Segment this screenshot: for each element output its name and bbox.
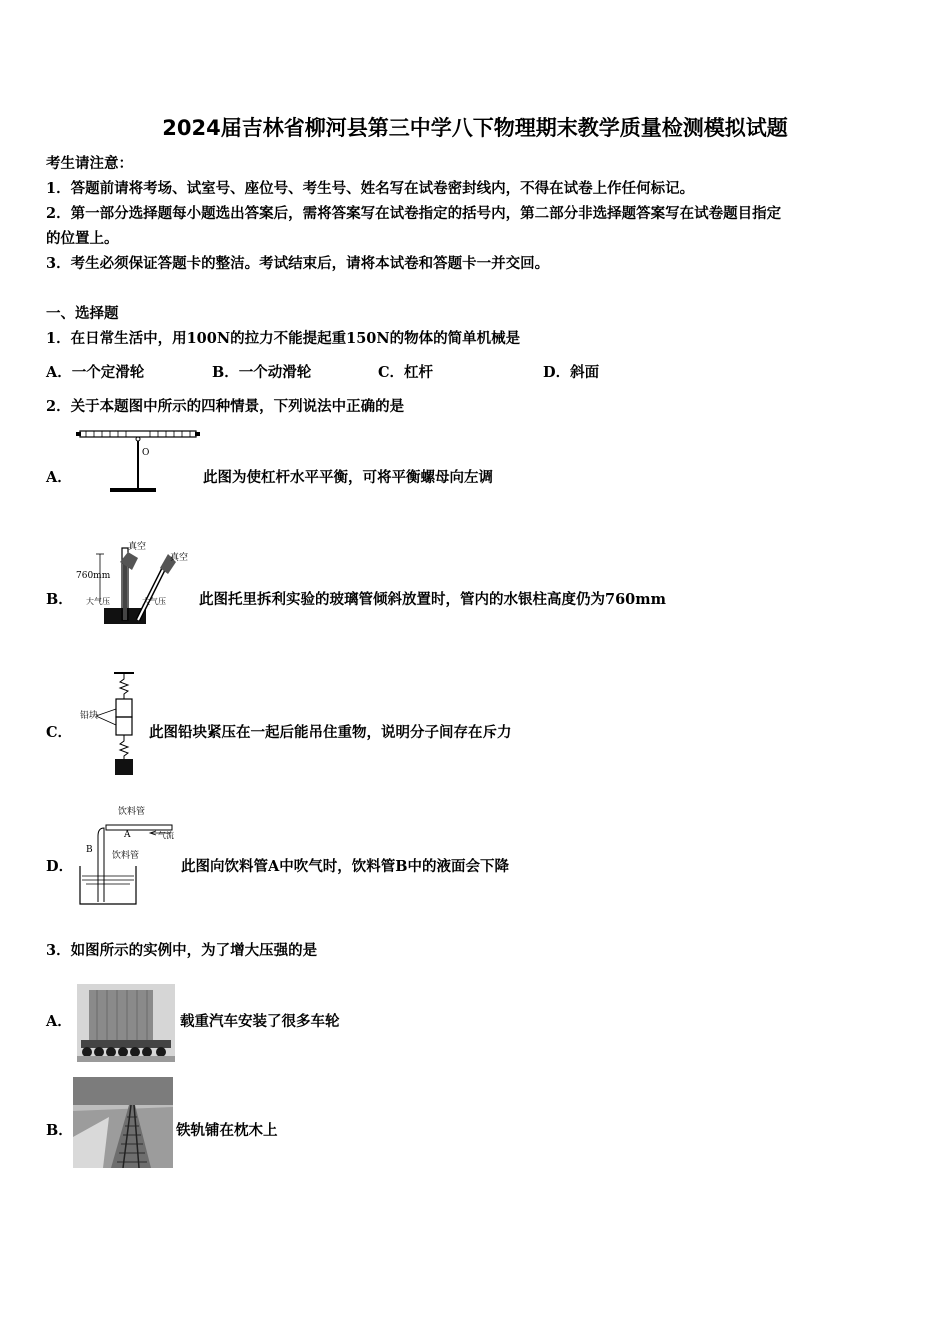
straw-bottom-label: 饮料管 (112, 851, 140, 861)
q3-option-a-text: 载重汽车安装了很多车轮 (180, 1013, 340, 1030)
q1-option-c: C．杠杆 (378, 364, 434, 381)
lead-block-figure (76, 669, 148, 779)
lever-figure (76, 425, 200, 495)
lead-block-label: 铅块 (80, 711, 99, 721)
q2-option-b-label: B． (46, 591, 73, 608)
q1-option-b: B．一个动滑轮 (212, 364, 312, 381)
q3-option-b-label: B． (46, 1122, 73, 1139)
q2-option-d-label: D． (46, 858, 74, 875)
notice-item-1: 1．答题前请将考场、试室号、座位号、考生号、姓名写在试卷密封线内，不得在试卷上作任何标记。 (46, 180, 695, 197)
railway-photo (73, 1077, 173, 1168)
air-pressure-label-2: 大气压 (142, 597, 166, 606)
section-heading: 一、选择题 (46, 305, 119, 322)
straw-top-label: 饮料管 (118, 807, 146, 817)
q2-option-b-text: 此图托里拆利实验的玻璃管倾斜放置时，管内的水银柱高度仍为760mm (199, 591, 666, 608)
notice-heading: 考生请注意： (46, 155, 133, 172)
q3-option-a-label: A． (46, 1013, 72, 1030)
q3-stem: 3．如图所示的实例中，为了增大压强的是 (46, 942, 318, 959)
torricelli-figure (76, 536, 196, 628)
notice-item-2-cont: 的位置上。 (46, 230, 119, 247)
lever-pivot-label: O (142, 448, 150, 458)
vacuum-label-2: 真空 (170, 553, 189, 563)
q2-option-c-label: C． (46, 724, 73, 741)
straw-figure (76, 800, 180, 910)
q1-option-a: A．一个定滑轮 (46, 364, 145, 381)
q1-stem: 1．在日常生活中，用100N的拉力不能提起重150N的物体的简单机械是 (46, 330, 521, 347)
notice-item-3: 3．考生必须保证答题卡的整洁。考试结束后，请将本试卷和答题卡一并交回。 (46, 255, 550, 272)
q2-option-a-text: 此图为使杠杆水平平衡，可将平衡螺母向左调 (203, 469, 493, 486)
air-pressure-label-1: 大气压 (86, 597, 110, 606)
q2-option-c-text: 此图铅块紧压在一起后能吊住重物，说明分子间存在斥力 (149, 724, 512, 741)
truck-photo (77, 984, 175, 1062)
height-label: 760mm (76, 571, 111, 581)
airflow-label: 气流 (158, 831, 174, 840)
q2-option-a-label: A． (46, 469, 72, 486)
q2-option-d-text: 此图向饮料管A中吹气时，饮料管B中的液面会下降 (181, 858, 510, 875)
q2-stem: 2．关于本题图中所示的四种情景，下列说法中正确的是 (46, 398, 405, 415)
straw-a-label: A (124, 830, 131, 840)
straw-b-label: B (86, 845, 93, 855)
page-title: 2024届吉林省柳河县第三中学八下物理期末教学质量检测模拟试题 (162, 116, 788, 140)
notice-item-2: 2．第一部分选择题每小题选出答案后，需将答案写在试卷指定的括号内，第二部分非选择题答案写在试卷题目指定 (46, 205, 782, 222)
q1-option-d: D．斜面 (543, 364, 600, 381)
vacuum-label-1: 真空 (128, 542, 147, 552)
q3-option-b-text: 铁轨铺在枕木上 (176, 1122, 278, 1139)
